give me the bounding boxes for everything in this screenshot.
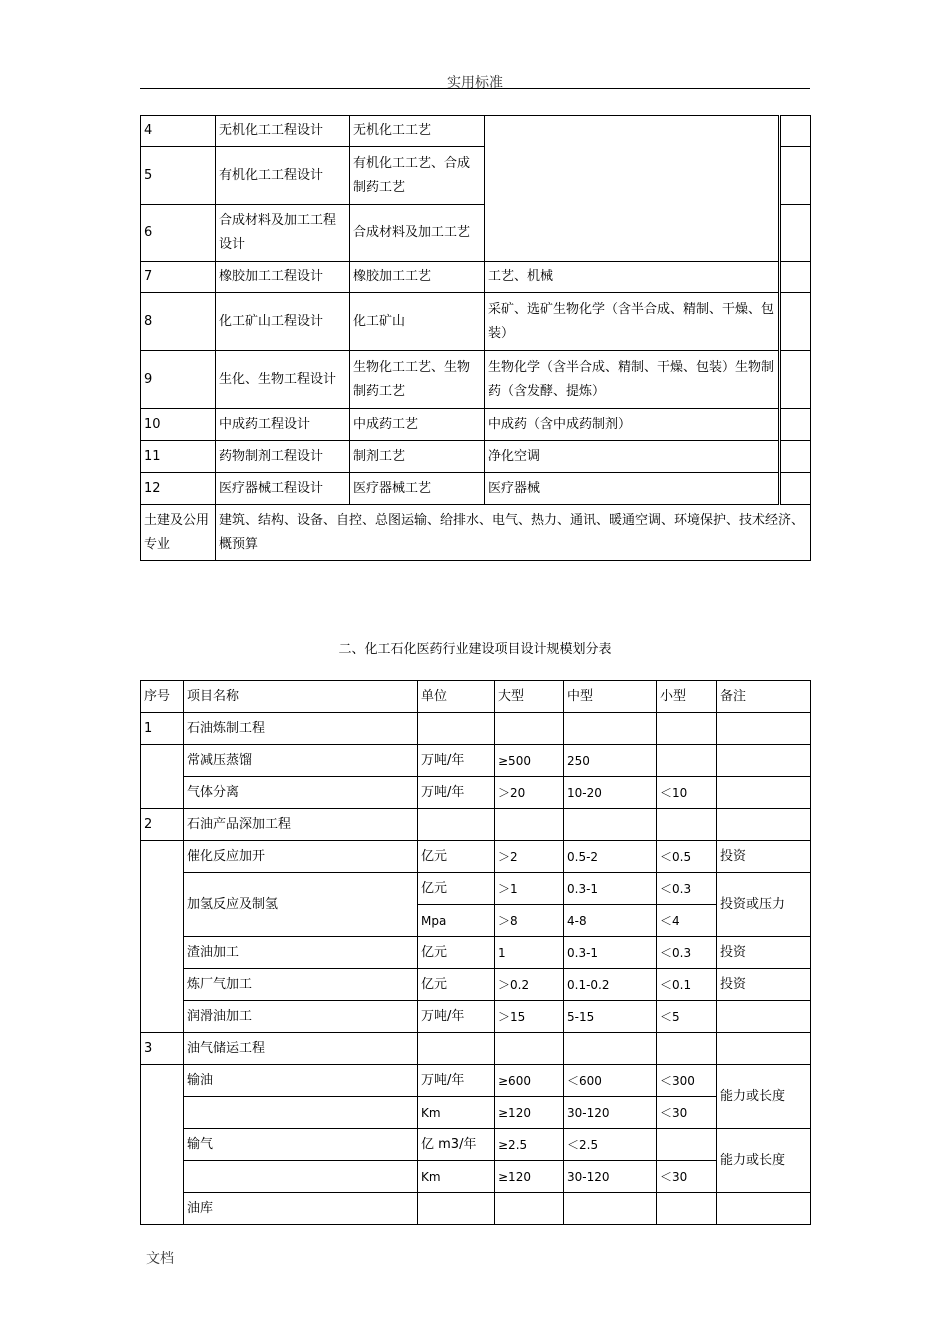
large-cell [495, 713, 564, 745]
note-cell [717, 777, 811, 809]
col-header-no: 序号 [141, 681, 184, 713]
process-specialty: 制剂工艺 [350, 441, 485, 473]
unit-cell: 万吨/年 [418, 1001, 495, 1033]
table-row [141, 351, 811, 409]
medium-cell: 0.3-1 [564, 937, 657, 969]
process-specialty: 中成药工艺 [350, 409, 485, 441]
table-row [141, 1161, 811, 1193]
unit-cell: 亿 m3/年 [418, 1129, 495, 1161]
col-header-name: 项目名称 [184, 681, 418, 713]
table-row [141, 873, 811, 905]
project-name: 医疗器械工程设计 [216, 473, 350, 505]
other-specialty-merged [485, 116, 780, 262]
row-number: 7 [141, 262, 216, 293]
medium-cell: 0.3-1 [564, 873, 657, 905]
spare-cell [780, 441, 811, 473]
unit-cell: Mpa [418, 905, 495, 937]
item-name: 输气 [184, 1129, 418, 1161]
spare-cell [780, 409, 811, 441]
other-specialty: 医疗器械 [485, 473, 780, 505]
spare-cell [780, 293, 811, 351]
medium-cell: 0.5-2 [564, 841, 657, 873]
table-row [141, 473, 811, 505]
unit-cell: 万吨/年 [418, 745, 495, 777]
project-name: 中成药工程设计 [216, 409, 350, 441]
medium-cell [564, 1033, 657, 1065]
small-cell: ＜0.3 [657, 873, 717, 905]
process-specialty: 橡胶加工工艺 [350, 262, 485, 293]
group-number: 3 [141, 1033, 184, 1065]
unit-cell: Km [418, 1097, 495, 1129]
spare-cell [780, 205, 811, 262]
other-specialty: 中成药（含中成药制剂） [485, 409, 780, 441]
item-name: 渣油加工 [184, 937, 418, 969]
table-row [141, 116, 811, 147]
medium-cell: 250 [564, 745, 657, 777]
process-specialty: 有机化工工艺、合成制药工艺 [350, 147, 485, 205]
process-specialty: 医疗器械工艺 [350, 473, 485, 505]
table-row [141, 441, 811, 473]
note-cell [717, 1001, 811, 1033]
large-cell [495, 1193, 564, 1225]
group-row [141, 1033, 811, 1065]
group-name: 石油炼制工程 [184, 713, 418, 745]
note-cell: 能力或长度 [717, 1129, 811, 1193]
civil-specialties: 建筑、结构、设备、自控、总图运输、给排水、电气、热力、通讯、暖通空调、环境保护、技术经济、概预算 [216, 505, 811, 561]
group-row [141, 713, 811, 745]
large-cell: 1 [495, 937, 564, 969]
unit-cell [418, 713, 495, 745]
small-cell: ＜10 [657, 777, 717, 809]
unit-cell [418, 1193, 495, 1225]
col-header-medium: 中型 [564, 681, 657, 713]
table-row [141, 293, 811, 351]
item-name: 加氢反应及制氢 [184, 873, 418, 937]
note-cell [717, 1193, 811, 1225]
col-header-note: 备注 [717, 681, 811, 713]
large-cell: ≥600 [495, 1065, 564, 1097]
medium-cell: 10-20 [564, 777, 657, 809]
table-row [141, 745, 811, 777]
project-name: 无机化工工程设计 [216, 116, 350, 147]
small-cell [657, 1033, 717, 1065]
spare-cell [780, 116, 811, 147]
small-cell: ＜30 [657, 1161, 717, 1193]
note-cell [717, 745, 811, 777]
table-row [141, 1097, 811, 1129]
project-name: 生化、生物工程设计 [216, 351, 350, 409]
large-cell [495, 809, 564, 841]
unit-cell: 亿元 [418, 937, 495, 969]
other-specialty: 生物化学（含半合成、精制、干燥、包装）生物制药（含发酵、提炼） [485, 351, 780, 409]
small-cell [657, 1129, 717, 1161]
item-name [184, 1097, 418, 1129]
row-number: 6 [141, 205, 216, 262]
col-header-small: 小型 [657, 681, 717, 713]
group-name: 石油产品深加工程 [184, 809, 418, 841]
table-row [141, 1193, 811, 1225]
note-cell [717, 713, 811, 745]
item-name: 催化反应加开 [184, 841, 418, 873]
medium-cell: 30-120 [564, 1097, 657, 1129]
large-cell: ≥120 [495, 1097, 564, 1129]
large-cell: ＞0.2 [495, 969, 564, 1001]
other-specialty: 工艺、机械 [485, 262, 780, 293]
medium-cell: 5-15 [564, 1001, 657, 1033]
table-row [141, 1065, 811, 1097]
section-title: 二、化工石化医药行业建设项目设计规模划分表 [338, 642, 612, 657]
unit-cell: 万吨/年 [418, 1065, 495, 1097]
other-specialty: 净化空调 [485, 441, 780, 473]
medium-cell: 4-8 [564, 905, 657, 937]
process-specialty: 无机化工工艺 [350, 116, 485, 147]
header-rule [140, 88, 810, 89]
row-number: 9 [141, 351, 216, 409]
row-number: 8 [141, 293, 216, 351]
table-row [141, 409, 811, 441]
medium-cell: 30-120 [564, 1161, 657, 1193]
spare-cell [780, 147, 811, 205]
table-row [141, 262, 811, 293]
item-name: 输油 [184, 1065, 418, 1097]
group-number: 1 [141, 713, 184, 745]
table-row [141, 841, 811, 873]
small-cell [657, 809, 717, 841]
medium-cell: 0.1-0.2 [564, 969, 657, 1001]
group-row [141, 809, 811, 841]
spare-cell [780, 262, 811, 293]
scale-table [140, 680, 811, 1225]
col-header-large: 大型 [495, 681, 564, 713]
row-number: 12 [141, 473, 216, 505]
large-cell: ≥500 [495, 745, 564, 777]
header-row [141, 681, 811, 713]
process-specialty: 生物化工工艺、生物制药工艺 [350, 351, 485, 409]
page-header: 实用标准 [447, 75, 503, 91]
table-row [141, 937, 811, 969]
col-header-unit: 单位 [418, 681, 495, 713]
other-specialty: 采矿、选矿生物化学（含半合成、精制、干燥、包装） [485, 293, 780, 351]
spare-cell [780, 351, 811, 409]
small-cell: ＜0.3 [657, 937, 717, 969]
unit-cell: 亿元 [418, 873, 495, 905]
medium-cell: ＜600 [564, 1065, 657, 1097]
item-name: 炼厂气加工 [184, 969, 418, 1001]
small-cell: ＜0.5 [657, 841, 717, 873]
project-name: 药物制剂工程设计 [216, 441, 350, 473]
project-name: 合成材料及加工工程设计 [216, 205, 350, 262]
small-cell: ＜0.1 [657, 969, 717, 1001]
item-name: 润滑油加工 [184, 1001, 418, 1033]
large-cell: ＞8 [495, 905, 564, 937]
group-name: 油气储运工程 [184, 1033, 418, 1065]
row-number: 10 [141, 409, 216, 441]
unit-cell: Km [418, 1161, 495, 1193]
large-cell: ≥120 [495, 1161, 564, 1193]
medium-cell: ＜2.5 [564, 1129, 657, 1161]
table-row [141, 777, 811, 809]
small-cell [657, 1193, 717, 1225]
unit-cell: 万吨/年 [418, 777, 495, 809]
note-cell [717, 809, 811, 841]
note-cell: 投资或压力 [717, 873, 811, 937]
group-spacer [141, 1065, 184, 1225]
table-row [141, 1129, 811, 1161]
spare-cell [780, 473, 811, 505]
item-name: 油库 [184, 1193, 418, 1225]
large-cell: ≥2.5 [495, 1129, 564, 1161]
large-cell [495, 1033, 564, 1065]
unit-cell [418, 809, 495, 841]
civil-label: 土建及公用专业 [141, 505, 216, 561]
note-cell: 投资 [717, 969, 811, 1001]
note-cell: 投资 [717, 937, 811, 969]
note-cell [717, 1033, 811, 1065]
medium-cell [564, 1193, 657, 1225]
table-row-civil [141, 505, 811, 561]
page-footer: 文档 [146, 1251, 174, 1267]
row-number: 11 [141, 441, 216, 473]
project-name: 有机化工工程设计 [216, 147, 350, 205]
group-number: 2 [141, 809, 184, 841]
small-cell: ＜4 [657, 905, 717, 937]
small-cell [657, 745, 717, 777]
small-cell: ＜5 [657, 1001, 717, 1033]
group-spacer [141, 841, 184, 1033]
project-name: 化工矿山工程设计 [216, 293, 350, 351]
unit-cell [418, 1033, 495, 1065]
unit-cell: 亿元 [418, 969, 495, 1001]
large-cell: ＞20 [495, 777, 564, 809]
row-number: 5 [141, 147, 216, 205]
small-cell [657, 713, 717, 745]
medium-cell [564, 809, 657, 841]
project-name: 橡胶加工工程设计 [216, 262, 350, 293]
table-row [141, 1001, 811, 1033]
process-specialty: 化工矿山 [350, 293, 485, 351]
medium-cell [564, 713, 657, 745]
item-name: 气体分离 [184, 777, 418, 809]
unit-cell: 亿元 [418, 841, 495, 873]
item-name: 常减压蒸馏 [184, 745, 418, 777]
table-row [141, 969, 811, 1001]
large-cell: ＞15 [495, 1001, 564, 1033]
process-specialty: 合成材料及加工工艺 [350, 205, 485, 262]
group-spacer [141, 745, 184, 809]
small-cell: ＜300 [657, 1065, 717, 1097]
note-cell: 能力或长度 [717, 1065, 811, 1129]
discipline-table [140, 115, 811, 561]
row-number: 4 [141, 116, 216, 147]
small-cell: ＜30 [657, 1097, 717, 1129]
item-name [184, 1161, 418, 1193]
large-cell: ＞2 [495, 841, 564, 873]
note-cell: 投资 [717, 841, 811, 873]
large-cell: ＞1 [495, 873, 564, 905]
